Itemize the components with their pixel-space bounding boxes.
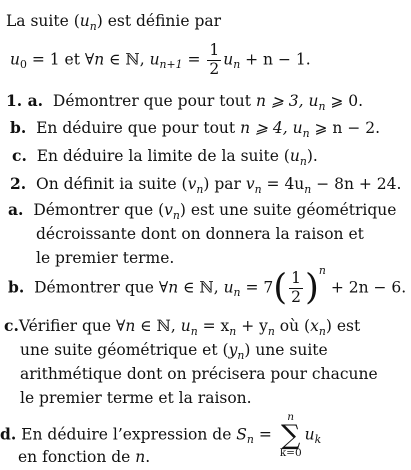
question-2d: d. En déduire l’expression de $S_n$ = n ∑ k=0 $u_k$ (0, 411, 322, 460)
recurrence-definition: $u_0 = 1$ et ∀n ∈ ℕ, $u_{n+1}$ = $\frac{1}{2}$ $u_n + n - 1$. (10, 41, 311, 78)
question-2c-line2: une suite géométrique et $(y_n)$ une suite (20, 341, 328, 362)
question-2c-line3: arithmétique dont on précisera pour chacune (20, 365, 378, 383)
question-1a: 1. a. Démontrer que pour tout n ⩾ 3, $u_n$ ⩾ 0. (6, 91, 364, 113)
question-2b: b. Démontrer que ∀n ∈ ℕ, $u_n = 7$( $\frac{1}{2}$ )$^n$ + 2n − 6. (8, 264, 407, 309)
question-2a-line2: décroissante dont on donnera la raison et (36, 225, 364, 243)
question-2c-line1: c.Vérifier que ∀n ∈ ℕ, $u_n = x_n + y_n$ où $(x_n)$ est (4, 316, 361, 338)
question-1b: b. En déduire que pour tout n ⩾ 4, $u_n$ ⩾ n − 2. (10, 118, 381, 140)
power-expression: ( $\frac{1}{2}$ )$^n$ (273, 264, 326, 309)
question-2a-line1: a. Démontrer que $(v_n)$ est une suite géométrique (8, 200, 397, 222)
question-2d-line2: en fonction de n. (18, 448, 151, 466)
one-half-fraction: $\frac{1}{2}$ (209, 41, 220, 78)
question-2c-line4: le premier terme et la raison. (20, 389, 252, 407)
intro-line: La suite $(u_n)$ est définie par (6, 12, 222, 33)
intro-text: La suite (6, 12, 74, 30)
question-2a-line3: le premier terme. (36, 249, 175, 267)
question-1c: c. En déduire la limite de la suite $(u_n)$. (12, 146, 318, 168)
summation-symbol: n ∑ k=0 (279, 411, 302, 460)
question-2: 2. On définit ia suite $(v_n)$ par $v_n = 4u_n - 8n + 24$. (10, 174, 402, 196)
